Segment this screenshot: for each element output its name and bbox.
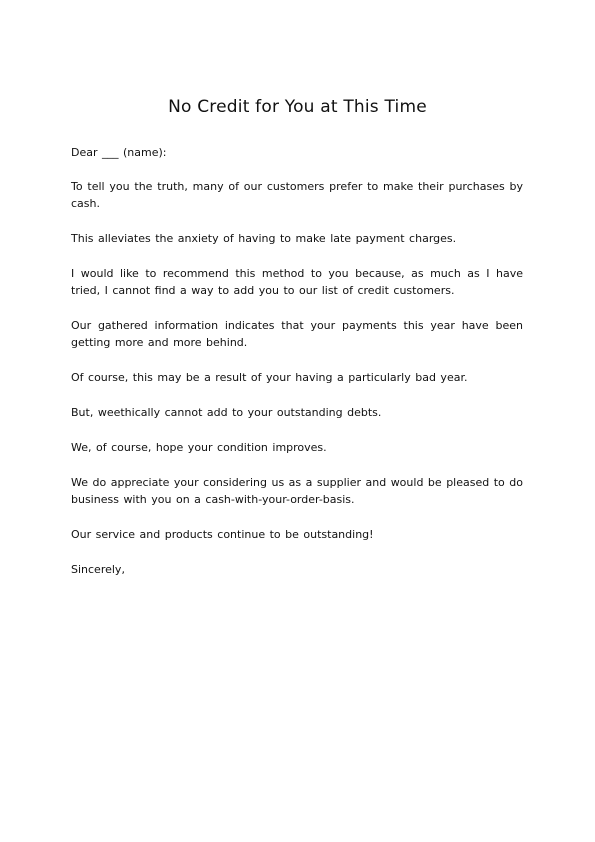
salutation: Dear ___ (name): <box>71 146 167 159</box>
paragraph-condition: We, of course, hope your condition improves. <box>71 441 327 454</box>
paragraph-payment-history: Our gathered information indicates that your payments this year have been getting more and more behind. <box>71 319 523 349</box>
paragraph-service: Our service and products continue to be outstanding! <box>71 528 374 541</box>
paragraph-anxiety: This alleviates the anxiety of having to make late payment charges. <box>71 232 457 245</box>
paragraph-bad-year: Of course, this may be a result of your having a particularly bad year. <box>71 371 468 384</box>
closing: Sincerely, <box>71 563 125 576</box>
paragraph-debts: But, weethically cannot add to your outstanding debts. <box>71 406 382 419</box>
letter-title: No Credit for You at This Time <box>168 97 427 117</box>
paragraph-cash-with-order: We do appreciate your considering us as a supplier and would be pleased to do business with you on a cash-with-your-order-basis. <box>71 476 523 506</box>
paragraph-recommendation: I would like to recommend this method to you because, as much as I have tried, I cannot find a way to add you to our list of credit customers. <box>71 267 523 297</box>
letter-body <box>71 144 523 596</box>
paragraph-cash-preference: To tell you the truth, many of our customers prefer to make their purchases by cash. <box>71 180 523 210</box>
